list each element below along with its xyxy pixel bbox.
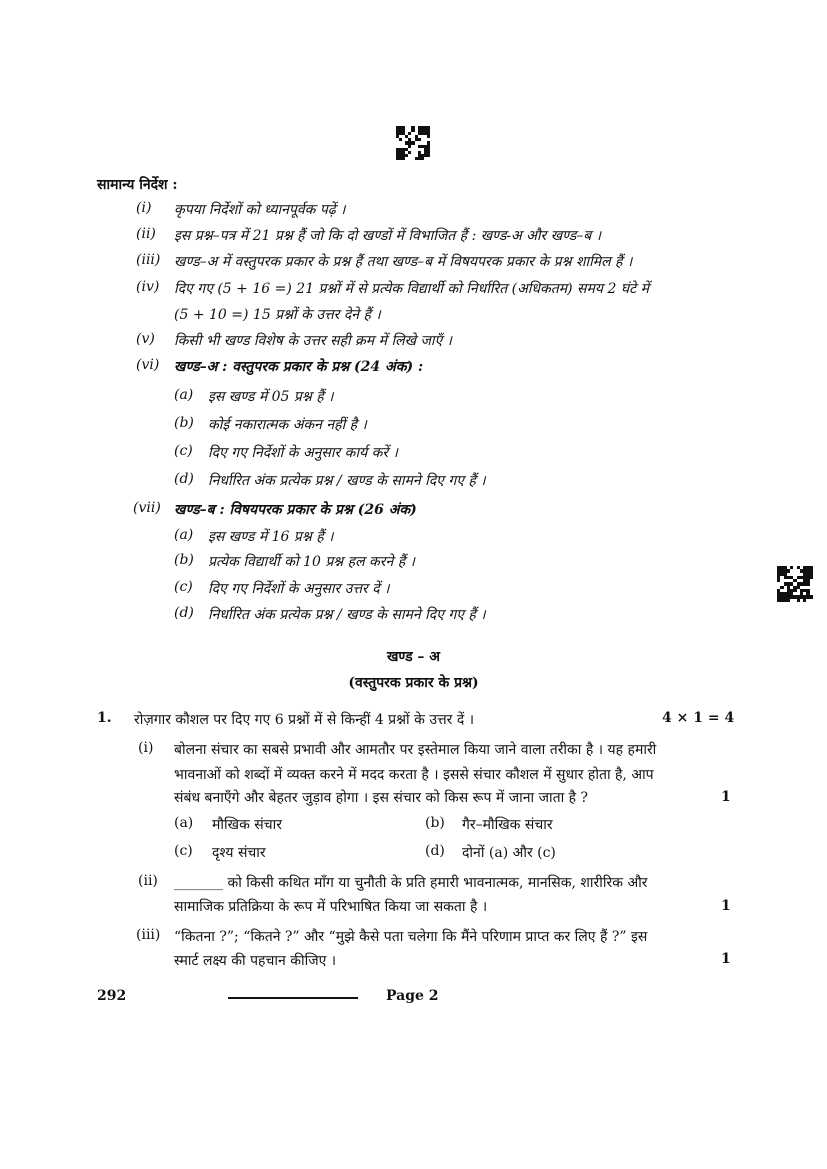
instruction-text: खण्ड–ब : विषयपरक प्रकार के प्रश्न (26 अंक)	[174, 502, 417, 518]
sub-text: दिए गए निर्देशों के अनुसार कार्य करें ।	[208, 445, 398, 461]
option-label: (c)	[174, 843, 193, 859]
part-num: (iii)	[136, 927, 161, 943]
sub-num: (b)	[174, 415, 194, 431]
instruction-num: (i)	[136, 200, 152, 216]
instruction-num: (v)	[136, 331, 155, 347]
instruction-text: इस प्रश्न–पत्र में 21 प्रश्न हैं जो कि दो खण्डों में विभाजित हैं : खण्ड-अ और खण्ड–ब ।	[174, 228, 602, 244]
sub-num: (b)	[174, 552, 194, 568]
part-num: (ii)	[138, 873, 158, 889]
sub-num: (c)	[174, 443, 193, 459]
sub-num: (d)	[174, 471, 194, 487]
part-line: स्मार्ट लक्ष्य की पहचान कीजिए ।	[174, 953, 337, 969]
sub-text: निर्धारित अंक प्रत्येक प्रश्न / खण्ड के सामने दिए गए हैं ।	[208, 607, 486, 623]
sub-num: (a)	[174, 387, 194, 403]
instruction-text: कृपया निर्देशों को ध्यानपूर्वक पढ़ें ।	[174, 202, 346, 218]
part-marks: 1	[721, 789, 731, 805]
page-number: Page 2	[386, 988, 439, 1004]
sub-text: इस खण्ड में 05 प्रश्न हैं ।	[208, 389, 334, 405]
question-marks: 4 × 1 = 4	[662, 710, 735, 726]
qr-code-side	[777, 566, 813, 602]
instruction-num: (vi)	[136, 357, 160, 373]
option-text: दोनों (a) और (c)	[462, 845, 556, 861]
part-line: भावनाओं को शब्दों में व्यक्त करने में मदद करता है । इससे संचार कौशल में सुधार होता है, आप	[174, 767, 654, 783]
section-title: खण्ड – अ	[386, 649, 441, 665]
part-marks: 1	[721, 951, 731, 967]
paper-code: 292	[97, 988, 127, 1004]
section-subtitle: (वस्तुपरक प्रकार के प्रश्न)	[348, 675, 479, 691]
general-instructions-title: सामान्य निर्देश :	[97, 177, 178, 193]
question-number: 1.	[97, 710, 112, 726]
sub-text: दिए गए निर्देशों के अनुसार उत्तर दें ।	[208, 581, 390, 597]
instruction-text: खण्ड–अ : वस्तुपरक प्रकार के प्रश्न (24 अंक) :	[174, 359, 424, 375]
instruction-text: खण्ड–अ में वस्तुपरक प्रकार के प्रश्न हैं तथा खण्ड–ब में विषयपरक प्रकार के प्रश्न शामिल हैं ।	[174, 254, 633, 270]
sub-num: (a)	[174, 527, 194, 543]
part-line: _______ को किसी कथित माँग या चुनौती के प्रति हमारी भावनात्मक, मानसिक, शारीरिक और	[174, 875, 648, 891]
sub-num: (c)	[174, 579, 193, 595]
instruction-num: (iii)	[136, 252, 161, 268]
option-text: दृश्य संचार	[212, 845, 266, 861]
sub-text: प्रत्येक विद्यार्थी को 10 प्रश्न हल करने हैं ।	[208, 554, 415, 570]
option-text: मौखिक संचार	[212, 817, 282, 833]
option-label: (b)	[425, 815, 445, 831]
sub-text: कोई नकारात्मक अंकन नहीं है ।	[208, 417, 367, 433]
footer-divider	[228, 997, 358, 999]
instruction-num: (iv)	[136, 279, 160, 295]
sub-text: इस खण्ड में 16 प्रश्न हैं ।	[208, 529, 334, 545]
part-line: सामाजिक प्रतिक्रिया के रूप में परिभाषित किया जा सकता है ।	[174, 899, 488, 915]
instruction-num: (ii)	[136, 226, 156, 242]
part-num: (i)	[138, 740, 154, 756]
qr-code-top	[396, 126, 430, 160]
part-line: बोलना संचार का सबसे प्रभावी और आमतौर पर इस्तेमाल किया जाने वाला तरीका है । यह हमारी	[174, 742, 657, 758]
part-line: “कितना ?”; “कितने ?” और “मुझे कैसे पता चलेगा कि मैंने परिणाम प्राप्त कर लिए हैं ?” इस	[174, 929, 648, 945]
question-text: रोज़गार कौशल पर दिए गए 6 प्रश्नों में से किन्हीं 4 प्रश्नों के उत्तर दें ।	[134, 712, 475, 728]
option-label: (d)	[425, 843, 445, 859]
option-text: गैर–मौखिक संचार	[462, 817, 553, 833]
instruction-text: दिए गए (5 + 16 =) 21 प्रश्नों में से प्रत्येक विद्यार्थी को निर्धारित (अधिकतम) समय 2 घंटे में	[174, 281, 649, 297]
sub-num: (d)	[174, 605, 194, 621]
part-line: संबंध बनाएँगे और बेहतर जुड़ाव होगा । इस संचार को किस रूप में जाना जाता है ?	[174, 790, 589, 806]
part-marks: 1	[721, 898, 731, 914]
instruction-text-cont: (5 + 10 =) 15 प्रश्नों के उत्तर देने हैं ।	[174, 307, 381, 323]
instruction-num: (vii)	[133, 500, 161, 516]
option-label: (a)	[174, 815, 194, 831]
instruction-text: किसी भी खण्ड विशेष के उत्तर सही क्रम में लिखे जाएँ ।	[174, 333, 452, 349]
sub-text: निर्धारित अंक प्रत्येक प्रश्न / खण्ड के सामने दिए गए हैं ।	[208, 473, 486, 489]
